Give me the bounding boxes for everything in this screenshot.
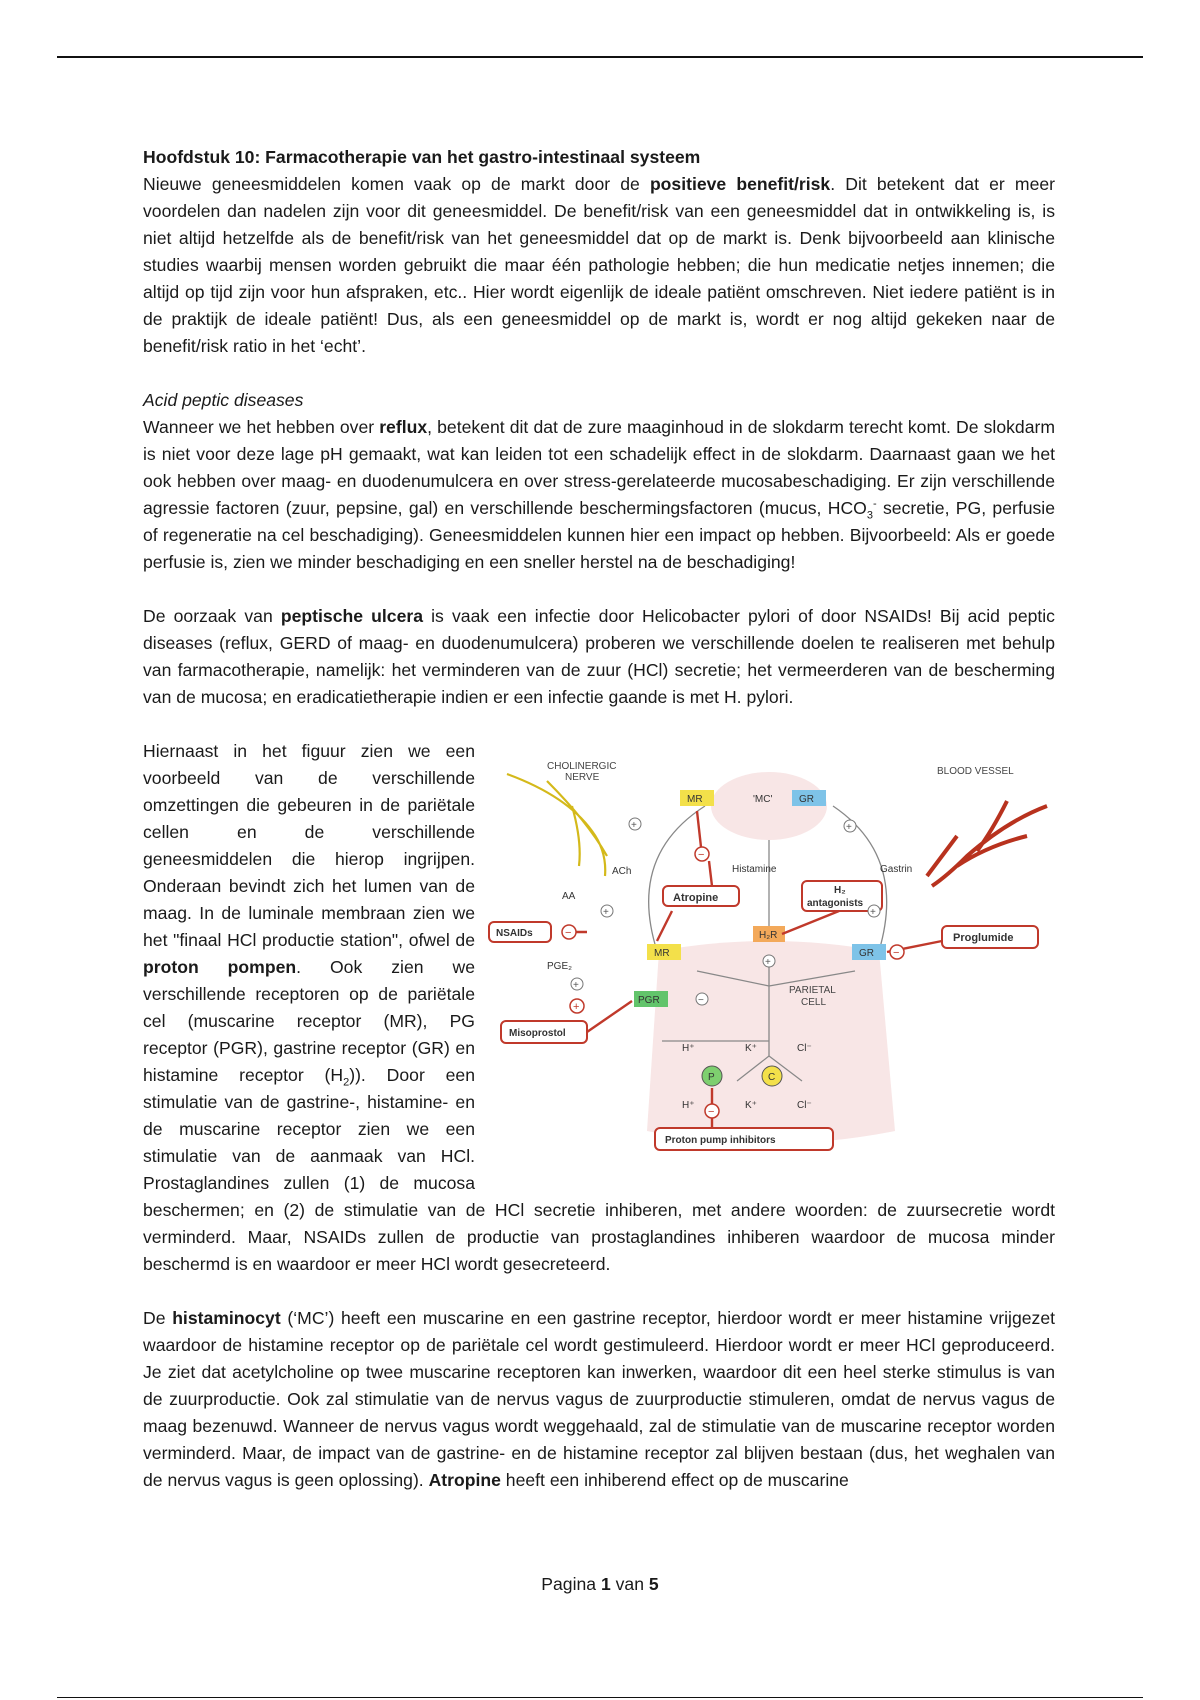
- section-heading: Acid peptic diseases: [143, 390, 304, 410]
- figure-bold: proton pompen: [143, 957, 297, 977]
- histaminocyt-text: De: [143, 1308, 173, 1328]
- blood-vessel-label: BLOOD VESSEL: [937, 766, 1014, 777]
- reflux-text-3: secretie, PG, perfusie of regeneratie na cel beschadiging). Geneesmiddelen kunnen hier een impact op hebben. Bijvoorbeeld: Als er goede perfusie is, zien we minder beschadiging en een sneller herstel na de beschadiging!: [143, 498, 1055, 572]
- reflux-text-2: , betekent dit dat de zure maaginhoud in de slokdarm terecht komt. De slokdarm is niet voor deze lage pH gemaakt, wat kan leiden tot een schadelijk effect in de slokdarm. Daarnaast gaan we het ook hebben over maag- en duodenumulcera en over stress-gerelateerde mucosabeschadiging. Er zijn verschillende agressie factoren (zuur, pepsine, gal) en verschillende beschermingsfactoren (mucus, HCO: [143, 417, 1055, 518]
- p-label: P: [708, 1072, 715, 1083]
- parietal-cell-figure: [487, 736, 1065, 1191]
- ulcera-paragraph: [143, 603, 1055, 711]
- ach-label: ACh: [612, 866, 632, 877]
- minus-nsaids: −: [565, 927, 572, 939]
- h-out-label: H⁺: [682, 1100, 695, 1111]
- antagonists-label: antagonists: [807, 898, 864, 909]
- atropine-bold: Atropine: [428, 1470, 501, 1490]
- cl-in-label: Cl⁻: [797, 1043, 812, 1054]
- histamine-label: Histamine: [732, 864, 777, 875]
- parietal-label: PARIETAL: [789, 985, 836, 996]
- minus-proglumide: −: [893, 947, 900, 959]
- figure-text-2: . Ook zien we verschillende receptoren op de pariëtale cel (muscarine receptor (MR), PG receptor (PGR), gastrine receptor (GR) en histamine receptor (H: [143, 957, 475, 1085]
- plus-gastrin-2: +: [870, 907, 876, 918]
- mc-label: 'MC': [753, 794, 773, 805]
- ulcera-bold: peptische ulcera: [280, 606, 423, 626]
- header-rule: [57, 56, 1143, 58]
- intro-paragraph: [143, 171, 1055, 360]
- page-number: 1: [600, 1574, 611, 1594]
- mr-label-cell: MR: [654, 948, 670, 959]
- footer-text: Pagina: [541, 1574, 601, 1594]
- plus-center: +: [765, 957, 771, 968]
- figure-section: [143, 738, 1055, 1278]
- intro-text: Nieuwe geneesmiddelen komen vaak op de markt door de: [143, 174, 650, 194]
- histaminocyt-text-2: (‘MC’) heeft een muscarine en een gastrine receptor, hierdoor wordt er meer histamine vrijgezet waardoor de histamine receptor op de pariëtale cel wordt gestimuleerd. Hierdoor wordt er meer HCl geproduceerd. Je ziet dat acetylcholine op twee muscarine receptoren kan inwerken, waardoor dit een heel sterke stimulus is van de zuurproductie. Ook zal stimulatie van de nervus vagus de zuurproductie stimuleren, omdat de nervus vagus de maag bezenuwd. Wanneer de nervus vagus wordt weggehaald, zal de stimulatie van de muscarine receptor worden verminderd. Maar, de impact van de gastrine- en de histamine receptor zal blijven bestaan (dus, het weghalen van de nervus vagus is geen oplossing).: [143, 1308, 1055, 1490]
- page-total: 5: [648, 1574, 659, 1594]
- gr-label-cell: GR: [859, 948, 874, 959]
- h2-sub: 2: [343, 1076, 350, 1089]
- proglumide-label: Proglumide: [953, 932, 1014, 944]
- h2-label: H₂: [834, 885, 846, 896]
- figure-text: Hiernaast in het figuur zien we een voorbeeld van de verschillende omzettingen die gebeuren in de pariëtale cellen en de verschillende geneesmiddelen die hierop ingrijpen. Onderaan bevindt zich het lumen van de maag. In de luminale membraan zien we het "finaal HCl productie station", ofwel de: [143, 741, 475, 950]
- nsaids-label: NSAIDs: [496, 928, 533, 939]
- intro-bold: positieve benefit/risk: [649, 174, 831, 194]
- h2r-label: H₂R: [759, 930, 778, 941]
- reflux-text: Wanneer we het hebben over: [143, 417, 380, 437]
- plus-pge2: +: [573, 980, 579, 991]
- cholinergic-label: CHOLINERGIC: [547, 761, 617, 772]
- histaminocyt-text-3: heeft een inhiberend effect op de muscarine: [500, 1470, 849, 1490]
- minus-atropine: −: [698, 849, 705, 861]
- minus-ppi: −: [708, 1106, 715, 1118]
- plus-ach: +: [631, 820, 637, 831]
- cell-label: CELL: [801, 997, 827, 1008]
- ulcera-text: De oorzaak van: [143, 606, 281, 626]
- gr-label-top: GR: [799, 794, 814, 805]
- minus-pgr: −: [698, 995, 704, 1006]
- hco3-sup: -: [872, 498, 877, 511]
- figure-text-3: )). Door een stimulatie van de gastrine-, histamine- en de muscarine receptor zien we een stimulatie van de aanmaak van HCl. Prostaglandines zullen (1) de mucosa beschermen; en (2) de stimulatie van de HCl secretie inhiberen, met andere woorden: de zuursecretie wordt verminderd. Maar, NSAIDs zullen de productie van prostaglandines inhiberen waardoor de mucosa minder beschermd is en waardoor er meer HCl wordt gesecreteerd.: [143, 1065, 1055, 1274]
- pge2-label: PGE₂: [547, 961, 572, 972]
- page-footer: [0, 1574, 1200, 1595]
- ppi-label: Proton pump inhibitors: [665, 1135, 776, 1146]
- pgr-label: PGR: [638, 995, 660, 1006]
- histaminocyt-paragraph: [143, 1305, 1055, 1494]
- footer-text-2: van: [610, 1574, 649, 1594]
- plus-gastrin: +: [846, 822, 852, 833]
- cl-out-label: Cl⁻: [797, 1100, 812, 1111]
- c-label: C: [768, 1072, 776, 1083]
- document-page: [143, 144, 1055, 1494]
- k-out-label: K⁺: [745, 1100, 757, 1111]
- misoprostol-label: Misoprostol: [509, 1028, 566, 1039]
- aa-label: AA: [562, 891, 576, 902]
- ulcera-text-2: is vaak een infectie door Helicobacter pylori of door NSAIDs! Bij acid peptic diseases (reflux, GERD of maag- en duodenumulcera) proberen we verschillende doelen te realiseren met behulp van farmacotherapie, namelijk: het verminderen van de zuur (HCl) secretie; het vermeerderen van de bescherming van de mucosa; en eradicatietherapie indien er een infectie gaande is met H. pylori.: [143, 606, 1055, 707]
- atropine-label: Atropine: [673, 892, 719, 904]
- intro-text-2: . Dit betekent dat er meer voordelen dan nadelen zijn voor dit geneesmiddel. De benefit/risk van een geneesmiddel dat in ontwikkeling is, is niet altijd hetzelfde als de benefit/risk van het geneesmiddel dat op de markt is. Denk bijvoorbeeld aan klinische studies waarbij mensen worden gebruikt die maar één pathologie hebben; die hun medicatie netjes innemen; die altijd op tijd zijn voor hun afspraken, etc.. Hier wordt eigenlijk de ideale patiënt omschreven. Niet iedere patiënt is in de praktijk de ideale patiënt! Dus, als een geneesmiddel op de markt is, wordt er nog altijd gekeken naar de benefit/risk ratio in het ‘echt’.: [143, 174, 1055, 356]
- histaminocyt-bold: histaminocyt: [172, 1308, 281, 1328]
- hco3-sub: 3: [866, 509, 873, 522]
- parietal-cell-diagram: [487, 736, 1065, 1191]
- reflux-paragraph: [143, 414, 1055, 576]
- gastrin-label: Gastrin: [880, 864, 913, 875]
- reflux-bold: reflux: [379, 417, 428, 437]
- k-in-label: K⁺: [745, 1043, 757, 1054]
- footer-rule: [57, 1697, 1143, 1698]
- chapter-title: Hoofdstuk 10: Farmacotherapie van het gastro-intestinaal systeem: [143, 147, 701, 167]
- mr-label-top: MR: [687, 794, 703, 805]
- nerve-label: NERVE: [565, 772, 600, 783]
- h-in-label: H⁺: [682, 1043, 695, 1054]
- plus-misoprostol: +: [573, 1001, 580, 1013]
- plus-ach-2: +: [603, 907, 609, 918]
